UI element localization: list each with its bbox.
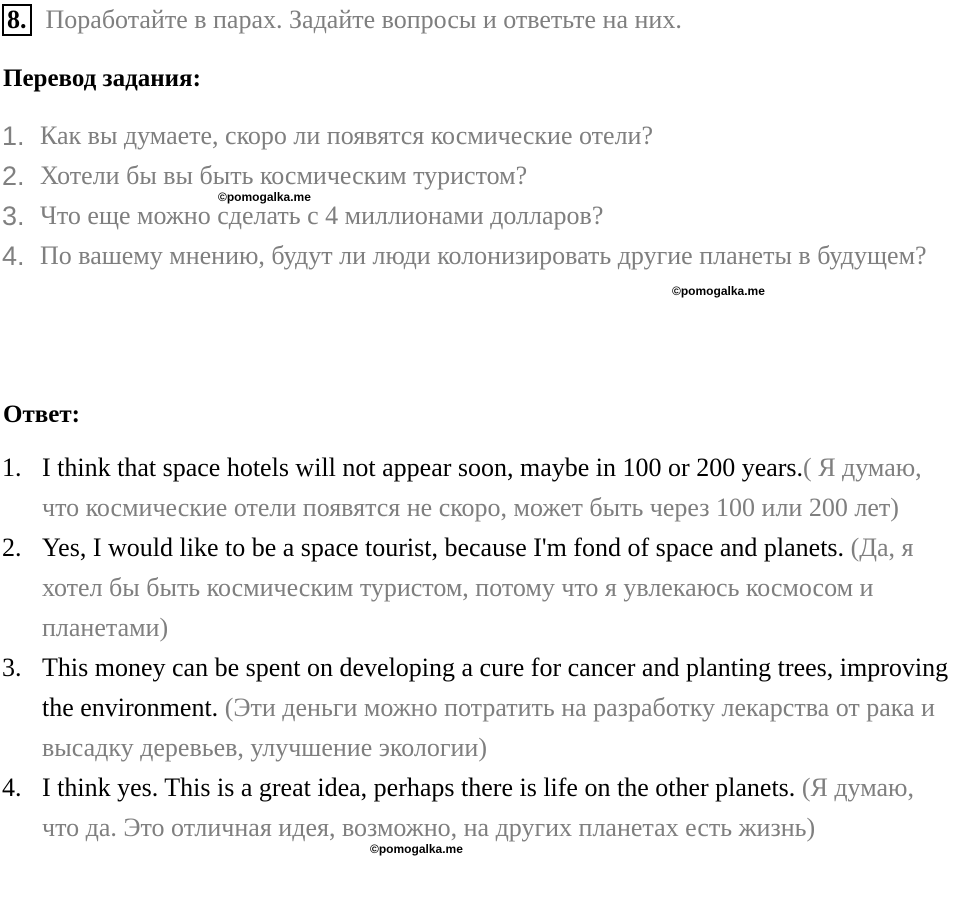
watermark: ©pomogalka.me xyxy=(218,190,311,204)
answer-russian: (Я думаю, что да. Это отличная идея, возможно, на других планетах есть жизнь) xyxy=(42,773,914,842)
answer-item-number: 3. xyxy=(2,653,22,682)
answer-item-text xyxy=(42,528,960,648)
answer-english: Yes, I would like to be a space tourist, because I'm fond of space and planets. xyxy=(42,533,845,562)
translation-item-text: Как вы думаете, скоро ли появятся космические отели? xyxy=(40,121,653,150)
translation-item-number: 3. xyxy=(2,201,25,231)
answer-english: This money can be spent on developing a cure for cancer and planting trees, improving the environment. xyxy=(42,653,949,722)
answer-item-number: 1. xyxy=(2,453,22,482)
answer-item xyxy=(0,768,960,848)
answer-item-text xyxy=(42,648,960,768)
translation-item-text: По вашему мнению, будут ли люди колонизировать другие планеты в будущем? xyxy=(40,241,927,270)
task-instruction: Поработайте в парах. Задайте вопросы и ответьте на них. xyxy=(45,5,682,34)
translation-heading: Перевод задания: xyxy=(3,65,201,92)
translation-item-text: Что еще можно сделать с 4 миллионами долларов? xyxy=(40,201,604,230)
translation-item-number: 2. xyxy=(2,161,25,191)
answer-english: I think yes. This is a great idea, perhaps there is life on the other planets. xyxy=(42,773,796,802)
task-number-badge: 8. xyxy=(2,4,32,36)
answer-list xyxy=(0,448,960,848)
translation-item xyxy=(0,196,960,236)
answer-russian: (Да, я хотел бы быть космическим туристом, потому что я увлекаюсь космосом и планетами) xyxy=(42,533,914,642)
answer-item-text xyxy=(42,448,960,528)
answer-heading: Ответ: xyxy=(3,401,80,428)
answer-item xyxy=(0,648,960,768)
translation-list xyxy=(0,116,960,276)
translation-item xyxy=(0,116,960,156)
answer-item xyxy=(0,448,960,528)
task-header xyxy=(2,4,682,36)
translation-item-number: 4. xyxy=(2,241,25,271)
answer-item-number: 4. xyxy=(2,773,22,802)
watermark: ©pomogalka.me xyxy=(672,284,765,298)
translation-item xyxy=(0,156,960,196)
answer-russian: ( Я думаю, что космические отели появятся не скоро, может быть через 100 или 200 лет) xyxy=(42,453,922,522)
translation-item-text: Хотели бы вы быть космическим туристом? xyxy=(40,161,528,190)
translation-item xyxy=(0,236,960,276)
answer-item xyxy=(0,528,960,648)
answer-item-number: 2. xyxy=(2,533,22,562)
translation-item-number: 1. xyxy=(2,121,25,151)
watermark: ©pomogalka.me xyxy=(370,842,463,856)
answer-russian: (Эти деньги можно потратить на разработку лекарства от рака и высадку деревьев, улучшение экологии) xyxy=(42,693,935,762)
answer-item-text xyxy=(42,768,960,848)
answer-english: I think that space hotels will not appear soon, maybe in 100 or 200 years. xyxy=(42,453,804,482)
